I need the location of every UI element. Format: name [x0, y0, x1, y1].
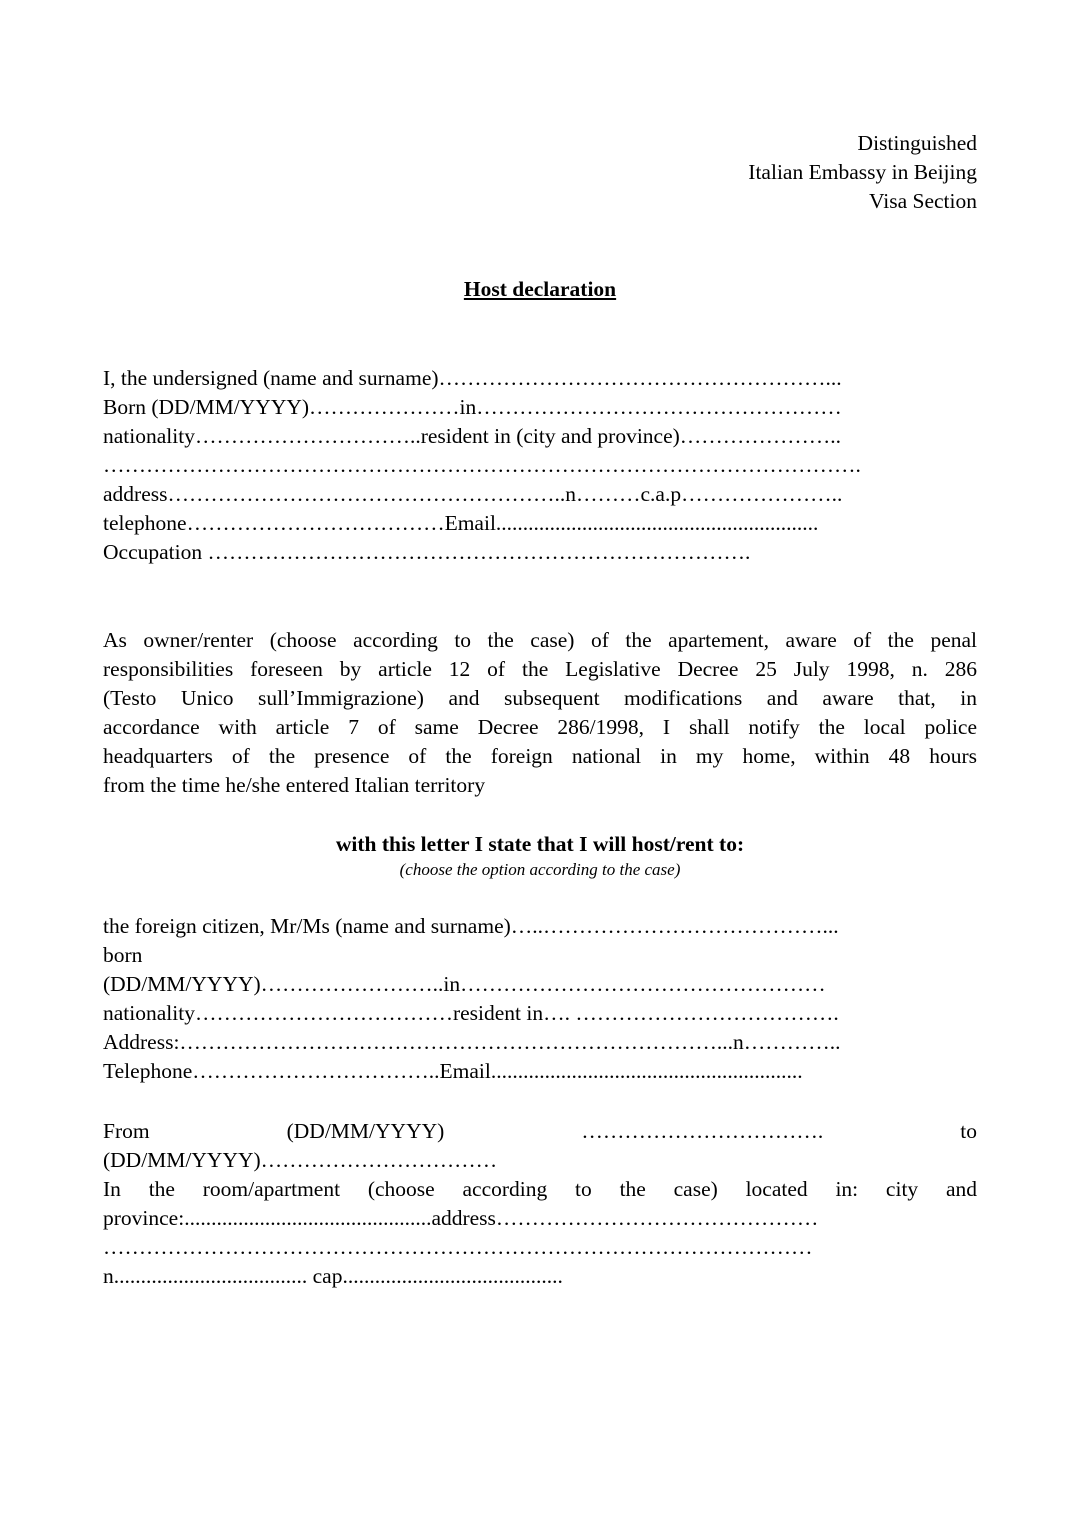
from-label: From: [103, 1119, 150, 1143]
host-occupation-field: Occupation ………………………………………………………………….: [103, 540, 751, 564]
addressee-line-1: Distinguished: [857, 131, 977, 155]
guest-born-label: born: [103, 943, 143, 967]
location-continuation-field: ………………………………………………………………………………………: [103, 1235, 813, 1259]
document-title: Host declaration: [463, 277, 617, 301]
declaration-line: headquarters of the presence of the foreign national in my home, within 48 hours: [103, 744, 977, 768]
addressee-block: [748, 129, 977, 216]
host-address-field: address………………………………………………..n………c.a.p…………………..: [103, 482, 843, 506]
location-number-cap-field: n.................................... cap.........................................: [103, 1264, 563, 1288]
from-format: (DD/MM/YYYY): [286, 1119, 445, 1143]
host-nationality-field: nationality…………………………..resident in (city and province)…………………..: [103, 424, 842, 448]
guest-nationality-field: nationality………………………………resident in…. ……………………………….: [103, 1001, 839, 1025]
period-and-location: [103, 1117, 977, 1291]
period-from-row: [103, 1117, 977, 1146]
declaration-line: from the time he/she entered Italian territory: [103, 773, 486, 797]
guest-address-field: Address:…………………………………………………………………...n…………..: [103, 1030, 841, 1054]
location-line: In the room/apartment (choose according to the case) located in: city and: [103, 1177, 977, 1201]
to-date-field: (DD/MM/YYYY)……………………………: [103, 1148, 498, 1172]
addressee-line-2: Italian Embassy in Beijing: [748, 160, 977, 184]
guest-name-field: the foreign citizen, Mr/Ms (name and surname)…..…………………………………...: [103, 914, 839, 938]
declaration-line: responsibilities foreseen by article 12 of the Legislative Decree 25 July 1998, n. 286: [103, 657, 977, 681]
host-residence-continuation: …………………………………………………………………………………………….: [103, 453, 861, 477]
statement-heading: with this letter I state that I will host/rent to:: [335, 832, 745, 856]
addressee-line-3: Visa Section: [869, 189, 977, 213]
guest-birth-field: (DD/MM/YYYY)……………………..in……………………………………………: [103, 972, 826, 996]
guest-telephone-field: Telephone……………………………..Email..........................................................: [103, 1059, 803, 1083]
to-label: to: [960, 1119, 977, 1143]
statement-block: [0, 830, 1080, 881]
statement-note: (choose the option according to the case): [399, 860, 681, 879]
declaration-line: accordance with article 7 of same Decree 286/1998, I shall notify the local police: [103, 715, 977, 739]
host-fields: [103, 364, 977, 567]
declaration-line: (Testo Unico sull’Immigrazione) and subsequent modifications and aware that, in: [103, 686, 977, 710]
from-date-field: …………………………….: [581, 1119, 824, 1143]
host-birth-field: Born (DD/MM/YYYY)…………………in……………………………………………: [103, 395, 842, 419]
location-province-address-field: province:..............................................address………………………………………: [103, 1206, 819, 1230]
host-telephone-field: telephone………………………………Email............................................................: [103, 511, 819, 535]
declaration-line: As owner/renter (choose according to the case) of the apartement, aware of the penal: [103, 628, 977, 652]
guest-fields: [103, 912, 977, 1086]
declaration-paragraph: [103, 626, 977, 800]
host-name-field: I, the undersigned (name and surname)………………………………………………...: [103, 366, 842, 390]
